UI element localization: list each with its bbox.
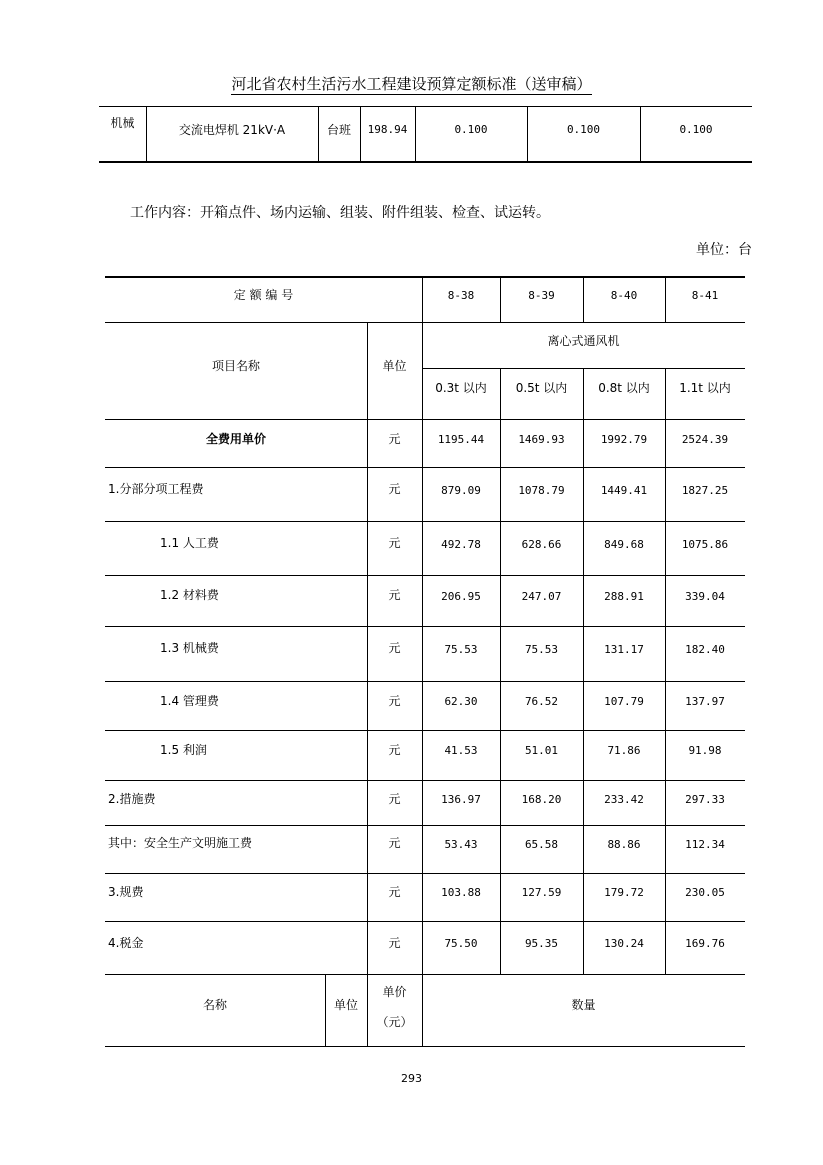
work-content: 工作内容：开箱点件、场内运输、组装、附件组装、检查、试运转。 [130,205,550,221]
unit-label: 单位 [382,358,407,373]
page-number: 293 [401,1072,422,1085]
row-value: 168.20 [521,792,562,806]
row-value: 75.50 [444,936,478,950]
row-value: 53.43 [444,837,478,851]
quota-no-3: 8-40 [610,288,638,302]
row-value: 1992.79 [600,432,648,446]
row-value: 206.95 [441,589,481,603]
row-value: 1449.41 [600,483,648,497]
row-value: 76.52 [524,694,559,708]
row-unit: 元 [388,693,401,708]
divider [105,1046,745,1047]
row-value: 51.01 [524,743,559,757]
carryover-category: 机械 [110,116,135,130]
row-name: 1.4 管理费 [160,693,219,708]
row-value: 230.05 [685,885,725,899]
row-name: 全费用单价 [205,431,266,446]
row-unit: 元 [388,935,401,950]
row-value: 112.34 [685,837,725,851]
row-value: 233.42 [604,792,644,806]
row-unit: 元 [388,835,401,850]
row-name: 1.3 机械费 [160,640,219,655]
group-label: 离心式通风机 [547,333,620,348]
row-value: 137.97 [685,694,725,708]
row-value: 297.33 [685,792,725,806]
row-unit: 元 [388,587,401,602]
carryover-unit-price: 198.94 [367,122,408,136]
row-value: 1469.93 [518,432,565,446]
quota-no-label: 定 额 编 号 [233,287,294,302]
row-value: 62.30 [444,694,478,708]
row-value: 179.72 [604,885,644,899]
row-value: 288.91 [604,589,644,603]
row-name: 2.措施费 [108,791,156,806]
row-value: 1078.79 [518,483,565,497]
row-name: 1.1 人工费 [160,535,219,550]
row-value: 2524.39 [681,432,729,446]
spec-4: 1.1t 以内 [679,380,731,395]
row-value: 127.59 [521,885,562,899]
spec-2: 0.5t 以内 [515,380,568,395]
row-value: 91.98 [688,743,722,757]
row-name: 1.2 材料费 [160,587,219,602]
row-value: 169.76 [685,936,725,950]
document-title-text: 河北省农村生活污水工程建设预算定额标准（送审稿） [231,75,592,93]
quota-no-4: 8-41 [691,288,719,302]
row-value: 131.17 [604,642,644,656]
resource-quantity-label: 数量 [571,997,596,1012]
row-value: 95.35 [524,936,559,950]
row-value: 103.88 [441,885,481,899]
row-name: 其中：安全生产文明施工费 [108,835,253,850]
row-value: 492.78 [441,537,481,551]
row-value: 339.04 [685,589,725,603]
spec-3: 0.8t 以内 [598,380,650,395]
row-unit: 元 [388,791,401,806]
row-name: 3.规费 [108,884,144,899]
row-value: 879.09 [441,483,481,497]
resource-unit-label: 单位 [333,997,358,1012]
row-value: 1195.44 [437,432,485,446]
row-name: 1.5 利润 [160,742,207,757]
row-value: 1075.86 [681,537,729,551]
quota-no-2: 8-39 [528,288,555,302]
row-unit: 元 [388,640,401,655]
row-value: 136.97 [441,792,481,806]
row-value: 41.53 [444,743,478,757]
divider [99,161,752,163]
row-value: 628.66 [521,537,562,551]
row-name: 1.分部分项工程费 [108,481,204,496]
carryover-qty-3: 0.100 [679,122,713,136]
row-unit: 元 [388,481,401,496]
row-value: 130.24 [604,936,644,950]
resource-price-unit-label: （元） [376,1014,413,1029]
row-name: 4.税金 [108,935,144,950]
row-unit: 元 [388,535,401,550]
row-value: 75.53 [524,642,559,656]
carryover-qty-1: 0.100 [454,122,488,136]
item-name-label: 项目名称 [211,358,260,373]
row-value: 849.68 [604,537,644,551]
row-value: 182.40 [685,642,725,656]
row-value: 75.53 [444,642,478,656]
carryover-name: 交流电焊机 21kV·A [178,122,286,137]
row-value: 65.58 [524,837,559,851]
carryover-unit: 台班 [326,122,351,137]
row-value: 88.86 [607,837,641,851]
carryover-qty-2: 0.100 [566,122,601,136]
row-unit: 元 [388,431,401,446]
resource-name-label: 名称 [202,997,227,1012]
row-value: 71.86 [607,743,641,757]
row-value: 1827.25 [681,483,729,497]
unit-note: 单位：台 [696,242,752,258]
row-unit: 元 [388,742,401,757]
quota-no-1: 8-38 [447,288,475,302]
row-value: 107.79 [604,694,644,708]
row-value: 247.07 [521,589,562,603]
document-title [0,73,823,94]
spec-1: 0.3t 以内 [435,380,487,395]
row-unit: 元 [388,884,401,899]
resource-price-label: 单价 [382,984,407,999]
